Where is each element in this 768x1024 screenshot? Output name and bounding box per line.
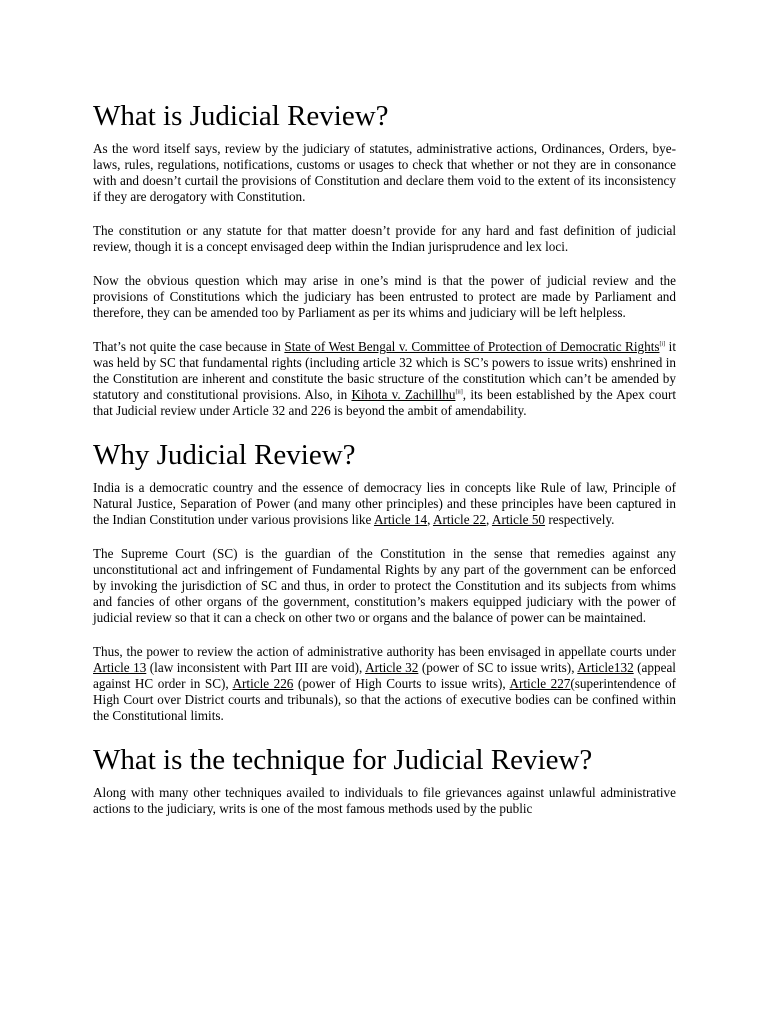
text: (law inconsistent with Part III are void), [146,660,366,675]
heading-technique-for-judicial-review: What is the technique for Judicial Review? [93,744,593,776]
text: (superintendence of High Court over District courts and tribunals), so that the actions of executive bodies can be confined within the Constitutional limits. [93,676,676,723]
link-article-22[interactable]: Article 22 [432,512,487,527]
text: , [486,512,492,527]
link-article-226[interactable]: Article 226 [232,676,294,691]
text: (power of High Courts to issue writs), [293,676,510,691]
text: , its been established by the Apex court that Judicial review under Article 32 and 226 is beyond the ambit of amendability. [93,387,676,418]
link-article-50[interactable]: Article 50 [491,512,546,527]
text: (power of SC to issue writs), [418,660,578,675]
text: That’s not quite the case because in [93,339,285,354]
case-link-kihota[interactable]: Kihota v. Zachillhu [351,387,456,402]
text: Thus, the power to review the action of administrative authority has been envisaged in appellate courts under [93,644,676,659]
paragraph-democracy [93,480,676,528]
text: India is a democratic country and the essence of democracy lies in concepts like Rule of law, Principle of Natural Justice, Separation of Power (and many other principles) and these principles have been captured in the Indian Constitution under various provisions like [93,480,676,527]
document-content [93,98,676,835]
footnote-marker-1[interactable]: [i] [659,341,666,348]
text: , [427,512,433,527]
link-article-13[interactable]: Article 13 [93,660,147,675]
footnote-marker-2[interactable]: [ii] [455,389,463,396]
paragraph-writs: Along with many other techniques availed to individuals to file grievances against unlawful administrative actions to the judiciary, writs is one of the most famous methods used by the public [93,785,676,816]
paragraph-no-fixed-definition: The constitution or any statute for that matter doesn’t provide for any hard and fast definition of judicial review, though it is a concept envisaged deep within the Indian jurisprudence and lex loci. [93,223,676,254]
link-article-14[interactable]: Article 14 [373,512,428,527]
text: respectively. [545,512,615,527]
paragraph-supreme-court-guardian: The Supreme Court (SC) is the guardian of the Constitution in the sense that remedies against any unconstitutional act and infringement of Fundamental Rights by any part of the government can be enforced by invoking the jurisdiction of SC and thus, in order to protect the Constitution and its subjects from whims and fancies of other organs of the government, constitution’s makers equipped judiciary with the power of judicial review so that it can a check on other two or organs and the balance of power can be maintained. [93,546,676,625]
text: (appeal against HC order in SC), [93,660,676,691]
heading-what-is-judicial-review: What is Judicial Review? [93,100,389,132]
link-article-32[interactable]: Article 32 [365,660,419,675]
heading-why-judicial-review: Why Judicial Review? [93,439,356,471]
paragraph-amendment-question: Now the obvious question which may arise in one’s mind is that the power of judicial review and the provisions of Constitutions which the judiciary has been entrusted to protect are made by Parliament and therefore, they can be amended too by Parliament as per its whims and judiciary will be left helpless. [93,273,676,320]
paragraph-definition: As the word itself says, review by the judiciary of statutes, administrative actions, Ordinances, Orders, bye-laws, rules, regulations, notifications, customs or usages to check that whether or not they are in consonance with and doesn’t curtail the provisions of Constitution and declare them void to the extent of its inconsistency if they are derogatory with Constitution. [93,141,676,204]
paragraph-appellate-powers [93,644,676,724]
link-article-132[interactable]: Article132 [577,660,634,675]
case-link-state-of-west-bengal[interactable]: State of West Bengal v. Committee of Protection of Democratic Rights [284,339,660,354]
paragraph-basic-structure [93,339,676,419]
link-article-227[interactable]: Article 227 [509,676,571,691]
text: it was held by SC that fundamental rights (including article 32 which is SC’s powers to issue writs) enshrined in the Constitution are inherent and constitute the basic structure of the constitution which can’t be amended by statutory and constitutional provisions. Also, in [93,339,676,402]
